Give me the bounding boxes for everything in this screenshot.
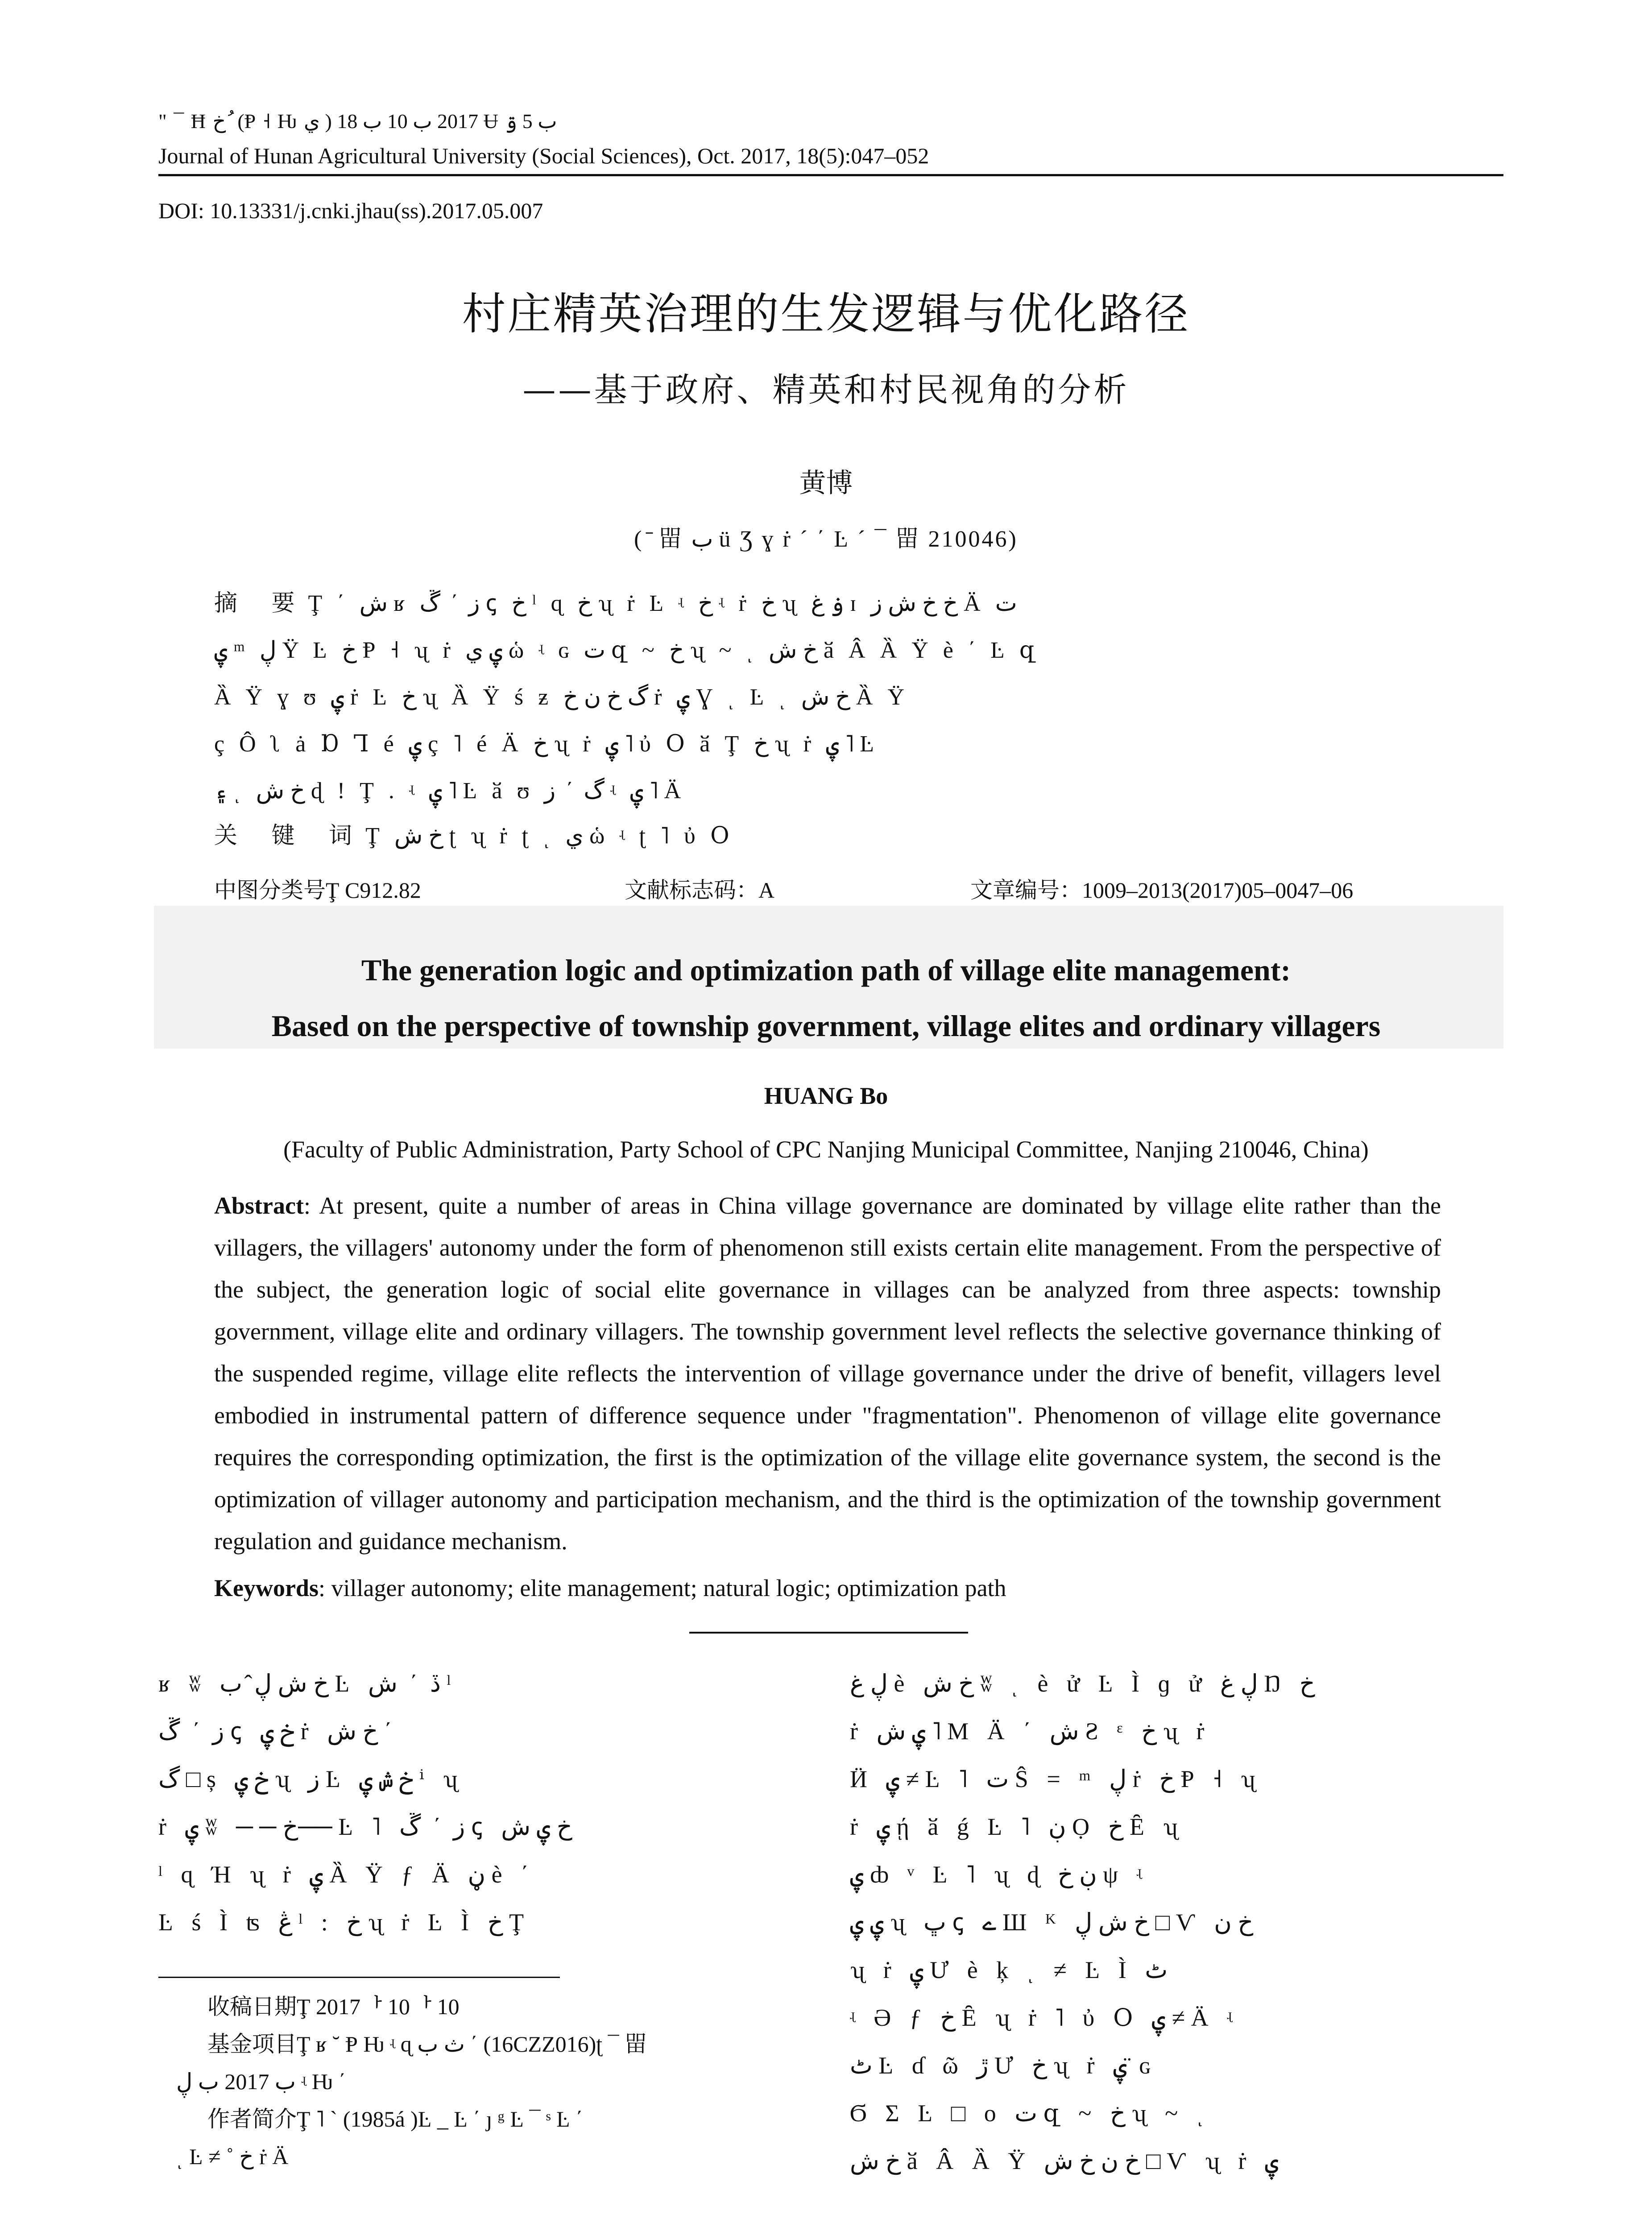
body-line: ˡ ɋ Ή ʯ ṙ ۑ Ȁ Ÿ ƒ Ä ڼ è ΄ (158, 1861, 535, 1888)
affiliation-cn: ( ̄ 㽞 ب ü Ʒ ɣ ṙ ´ ΄ Ŀ ´ ¯ 㽞 210046) (634, 527, 1018, 552)
paper-title-cn: 村庄精英治理的生发逻辑与优化路径 (462, 289, 1190, 340)
body-line: ڸ غ è خ ش ʬ ͺ è ử Ŀ Ì ɡ ử ڸ غ Ŋ خ (850, 1670, 1315, 1697)
paper-subtitle-cn: ——基于政府、精英和村民视角的分析 (522, 371, 1130, 409)
doc-label: 文献标志码： (625, 877, 758, 903)
footnote-received (158, 1988, 647, 2025)
body-left-column (158, 1660, 805, 1946)
footnote-author-bio-cont (158, 2138, 647, 2175)
body-right-column (850, 1660, 1497, 2185)
body-line: Ŀ ś Ì ʦ ڠ ˡ : خ ʯ ṙ Ŀ Ì خ Ţ (158, 1909, 530, 1936)
footnote-label: 作者简介 (207, 2106, 297, 2132)
body-line: گ □ ș خ ۑ ʯ ز Ŀ خ ش ۑ ⁱ ʯ (158, 1766, 464, 1792)
footnotes (158, 1988, 647, 2175)
clc-value: Ţ C912.82 (326, 878, 421, 903)
art-value: 1009–2013(2017)05–0047–06 (1082, 878, 1354, 903)
document-code (625, 872, 774, 904)
footnote-text: Ţ 2017ᅡ 10ᅡ 10 (297, 1994, 460, 2019)
body-line: Ӥ ۑ ≠ Ŀ ˥ ت Ŝ = ᵐ ڸ ṙ خ Ᵽ ˧ ʯ (850, 1766, 1262, 1792)
journal-header-cn: " ¯ Ħ خ ُ (Ᵽ ˧ Ƕ ي ) 2017 ب 10 ب 18 Ʉ ب 5 ۊ (158, 110, 557, 133)
doc-value: A (758, 878, 775, 903)
body-line: ṙ ۑ ʬ ──خ── Ŀ ˥ ز ΄ ڱ ꞔ خ ۑ ش (158, 1813, 572, 1840)
paper-subtitle-en: Based on the perspective of township government, village elites and ordinary villagers (271, 1009, 1381, 1043)
body-line: ۑ ۑ ʯ ڀ ꞔ ے Ш ᴷ خ ش ڸ □ Ѵ خ ن (850, 1909, 1254, 1936)
body-line: ʯ ṙ ۑ Ư è ķ ͺ ≠ Ŀ Ì ٹ (850, 1957, 1168, 1983)
keywords-en-label: Keywords (214, 1575, 319, 1601)
keywords-cn-label: 关 键 词 (214, 822, 366, 849)
abstract-cn-text: Ţ ΄ ش ʁ ز ΄ ڱ ꞔ خ ˡ ɋ خ ʯ ṙ Ŀ ʵ خ ʵ ṙ خ ʯ ۏ غ ɪ خ خ ش ز Ä ت (308, 591, 1017, 616)
header-divider (158, 174, 1503, 176)
author-cn: 黄博 (799, 468, 853, 499)
body-line: ʵ Ә ƒ خ Ȇ ʯ ṙ ˥ ὐ Օ ۑ ≠ Ä ʵ (850, 2004, 1238, 2031)
abstract-cn-label: 摘 要 (214, 590, 308, 617)
keywords-cn-text: Ţ خ ش ʈ ʯ ṙ ʈ ͺ ي ὡ ʵ ʈ ˥ ὐ Օ (365, 823, 734, 849)
keywords-en-text: : villager autonomy; elite management; natural logic; optimization path (318, 1575, 1006, 1601)
journal-header-en: Journal of Hunan Agricultural University (Social Sciences), Oct. 2017, 18(5):047–052 (158, 143, 929, 168)
footnote-author-bio (158, 2100, 647, 2138)
abstract-cn-line (214, 580, 1428, 627)
footnote-text: Ţ ʁ ˘ Ᵽ Ƕ ʵ ɋ ث ب ΄ (16CZZ016)ʈ ¯ 㽞 (297, 2032, 647, 2057)
abstract-cn-line: ç Ô ʅ ȧ Ɒ Ꞁ é ۑ ç ˥ é Ä خ ʯ ṙ ۑ ˥ ὐ Օ ӑ Ţ خ ʯ ṙ ۑ ˥ Ŀ (214, 731, 879, 757)
body-line: خ ش ӑ Â Ȁ Ÿ خ ن خ ش □ Ѵ ʯ ṙ ۑ (850, 2148, 1279, 2174)
abstract-en (214, 1185, 1441, 1562)
footnote-funding-cont (158, 2063, 647, 2100)
keywords-en (214, 1574, 1006, 1602)
body-line: ۑ ȸ ᵛ Ŀ ˥ ʯ ɖ ڹ خ ψ ʵ (850, 1861, 1148, 1888)
abstract-en-text: : At present, quite a number of areas in China village governance are dominated by village elite rather than the villagers, the villagers' autonomy under the form of phenomenon still exists certain elite management. From the perspective of the subject, the generation logic of social elite governance in villages can be analyzed from three aspects: township government, village elite and ordinary villagers. The township government level reflects the selective governance thinking of the suspended regime, village elite reflects the intervention of village governance under the drive of benefit, villagers level embodied in instrumental pattern of difference sequence under "fragmentation". Phenomenon of village elite governance requires the corresponding optimization, the first is the optimization of the village elite governance system, the second is the optimization of villager autonomy and participation mechanism, and the third is the optimization of the township government regulation and guidance mechanism. (214, 1192, 1441, 1555)
clc-label: 中图分类号 (214, 877, 326, 903)
body-line: ṙ ۑ ش ˥ M Ä ΄ ش Ƨ ᵋ خ ʯ ṙ (850, 1718, 1211, 1745)
author-en: HUANG Bo (764, 1082, 888, 1109)
clc-number (214, 872, 421, 904)
abstract-en-label: Abstract (214, 1192, 304, 1219)
body-line: ٹ Ŀ ɗ ῶ ڙ Ư خ ʯ ṙ ۑ ̈ ɢ (850, 2052, 1157, 2079)
footnote-text: ب 2017 ب ڸ ʵ Ƕ ΄ (176, 2069, 346, 2094)
footnote-divider (158, 1977, 560, 1978)
footnote-label: 基金项目 (207, 2031, 297, 2057)
affiliation-en: (Faculty of Public Administration, Party School of CPC Nanjing Municipal Committee, Nanjing 210046, China) (283, 1136, 1369, 1163)
abstract-cn-line: ۑ ᵐ ڸ Ϋ Ŀ خ Ᵽ ˧ ʯ ṙ ۑ ي ὡ ʵ ɢ ت զ ~ خ ʯ ~ ͺ خ ش ӑ Â Ȁ Ÿ è ΄ Ŀ զ (214, 638, 1040, 663)
paper-title-en: The generation logic and optimization path of village elite management: (361, 953, 1291, 987)
body-line: ṙ ۑ ῄ ӑ ǵ Ŀ ˥ ڹ Ọ خ Ȇ ʯ (850, 1813, 1184, 1840)
abstract-cn (214, 580, 1428, 814)
footnote-label: 收稿日期 (207, 1994, 297, 2020)
abstract-cn-line: Ȁ Ÿ ɣ ʊ ۑ ṙ Ŀ خ ʯ Ȁ Ÿ ś ƶ گ خ ن خ ṙ ۑ Ɣ ͺ Ŀ ͺ خ ش Ȁ Ÿ (214, 684, 909, 710)
doi: DOI: 10.13331/j.cnki.jhau(ss).2017.05.007 (158, 198, 543, 223)
body-line: ز ΄ ڱ ꞔ خ ۑ ṙ خ ش ΄ (158, 1718, 398, 1745)
body-line: Ϭ Σ Ŀ □ ᴏ ت զ ~ خ ʯ ~ ͺ (850, 2100, 1211, 2127)
keywords-cn (214, 817, 734, 850)
article-number (970, 872, 1353, 904)
footnote-text: ͺ Ŀ ≠ ˚ خ ṙ Ä (176, 2144, 289, 2169)
footnote-funding (158, 2025, 647, 2063)
abstract-cn-line: ۽ ͺ خ ش ɖ ! Ţ . ʵ ۑ ˥ Ŀ ӑ ʊ گ ΄ ز ʵ ۑ ˥ Ä (214, 778, 686, 804)
art-label: 文章编号： (970, 877, 1082, 903)
section-divider (689, 1632, 968, 1634)
body-line: ʁ ʬ خ ش ڸ ̂ ب Ŀ ڏ ΄ ش ˡ (158, 1670, 457, 1697)
footnote-text: Ţ ˥ ˋ (1985á )Ŀ _ Ŀ ΄ ȷ ᵍ Ŀ ¯ ˢ Ŀ ΄ (297, 2107, 583, 2131)
